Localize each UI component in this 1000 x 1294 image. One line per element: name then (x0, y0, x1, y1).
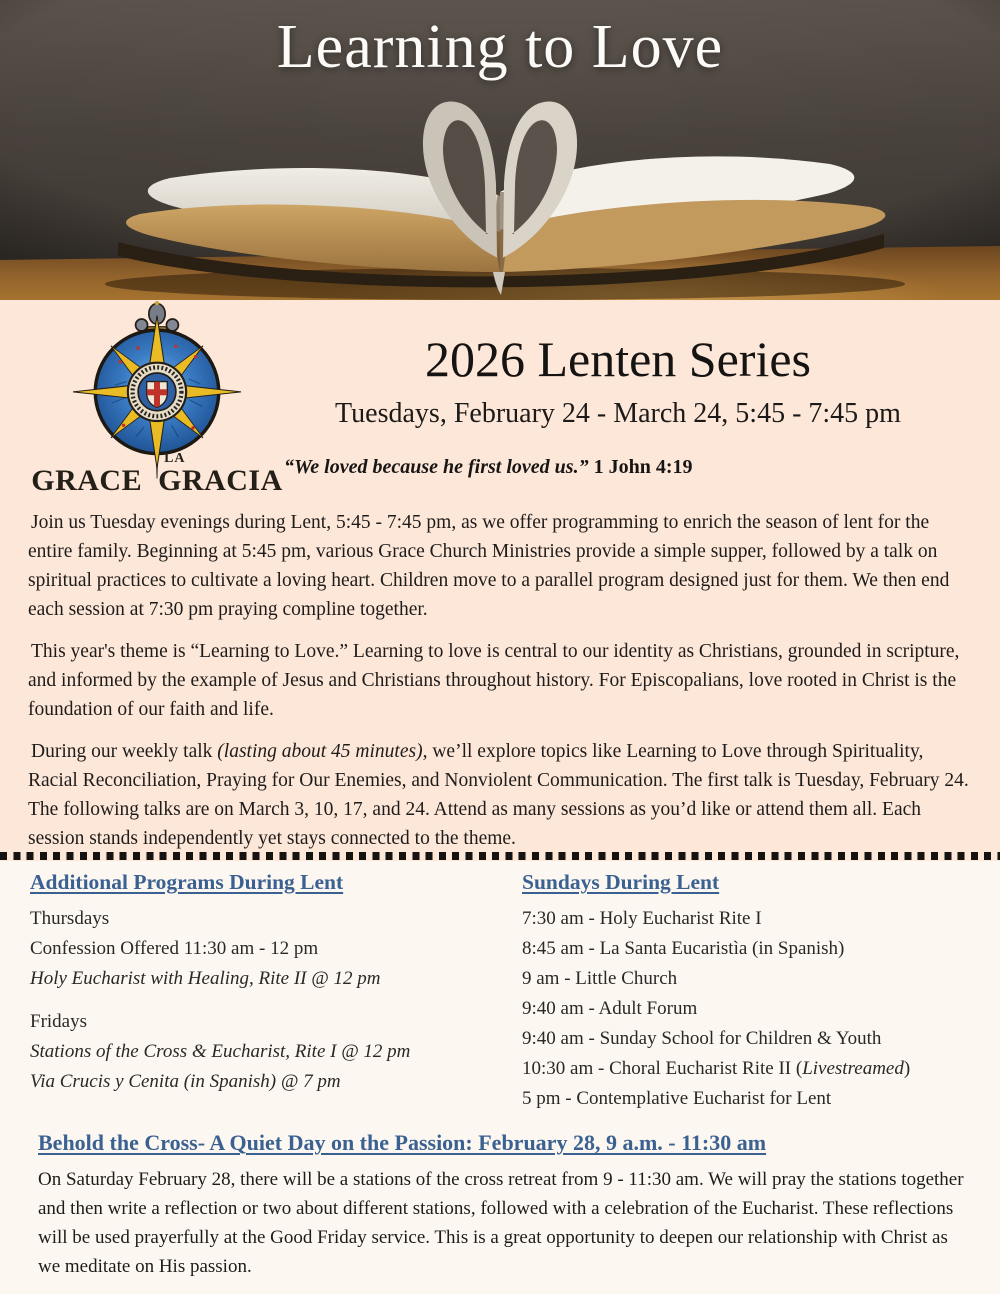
intro-paragraphs (28, 508, 972, 867)
series-section (0, 300, 1000, 861)
fridays-label: Fridays (30, 1011, 87, 1032)
quote-text: “We loved because he first loved us.” (284, 456, 589, 478)
fridays-stations: Stations of the Cross & Eucharist, Rite I @ 12 pm (30, 1041, 411, 1062)
sundays-heading: Sundays During Lent (522, 870, 720, 894)
compass-rose-logo-icon (67, 300, 247, 482)
sundays-column (522, 870, 970, 1114)
intro-paragraph-3: During our weekly talk (lasting about 45 minutes), we’ll explore topics like Learning to Love through Spirituality, Racial Reconciliation, Praying for Our Enemies, and Nonviolent Communication. The first talk is Tuesday, February 24. The following talks are on March 3, 10, 17, and 24. Attend as many sessions as you’d like or attend them all. Each session stands independently yet stays connected to the theme. (28, 741, 969, 850)
scripture-quote (272, 456, 964, 479)
series-header (272, 332, 964, 479)
intro-paragraph-2: This year's theme is “Learning to Love.” Learning to love is central to our identity as Christians, grounded in scripture, and informed by the example of Jesus and Christians throughout history. For Episcopalians, love rooted in Christ is the foundation of our faith and life. (28, 641, 960, 721)
logo-wordmark (31, 451, 283, 497)
thursdays-eucharist: Holy Eucharist with Healing, Rite II @ 12 pm (30, 968, 381, 989)
behold-the-cross-section (0, 1130, 1000, 1281)
thursdays-group (30, 904, 522, 994)
sunday-service-item: 9 am - Little Church (522, 968, 678, 989)
church-logo (31, 300, 283, 510)
logo-wordmark-gracia: GRACIA (158, 464, 283, 497)
sunday-service-item: 7:30 am - Holy Eucharist Rite I (522, 908, 762, 929)
logo-wordmark-grace: GRACE (31, 464, 143, 497)
quote-reference: 1 John 4:19 (593, 456, 693, 478)
dotted-divider (0, 852, 1000, 860)
fridays-group (30, 1007, 522, 1097)
sunday-service-item: 9:40 am - Sunday School for Children & Youth (522, 1028, 882, 1049)
behold-heading: Behold the Cross- A Quiet Day on the Passion: February 28, 9 a.m. - 11:30 am (38, 1130, 767, 1155)
sunday-service-item: 8:45 am - La Santa Eucaristìa (in Spanish) (522, 938, 845, 959)
series-subtitle: Tuesdays, February 24 - March 24, 5:45 - 7:45 pm (335, 398, 901, 429)
programs-section (0, 861, 1000, 1294)
intro-paragraph-1: Join us Tuesday evenings during Lent, 5:45 - 7:45 pm, as we offer programming to enrich the season of lent for the entire family. Beginning at 5:45 pm, various Grace Church Ministries provide a simple supper, followed by a talk on spiritual practices to cultivate a loving heart. Children move to a parallel program designed just for them. We then end each session at 7:30 pm praying compline together. (28, 512, 950, 621)
logo-wordmark-la: LA (164, 451, 186, 466)
thursdays-label: Thursdays (30, 908, 110, 929)
additional-programs-heading: Additional Programs During Lent (30, 870, 344, 894)
fridays-via-crucis: Via Crucis y Cenita (in Spanish) @ 7 pm (30, 1071, 341, 1092)
additional-programs-column (30, 870, 522, 1114)
thursdays-confession: Confession Offered 11:30 am - 12 pm (30, 938, 319, 959)
photo-header (0, 0, 1000, 300)
sunday-service-item: 5 pm - Contemplative Eucharist for Lent (522, 1088, 832, 1109)
behold-body: On Saturday February 28, there will be a stations of the cross retreat from 9 - 11:30 am. We will pray the stations together and then write a reflection or two about different stations, followed with a celebration of the Eucharist. These reflections will be used prayerfully at the Good Friday service. This is a great opportunity to deepen our relationship with Christ as we meditate on His passion. (38, 1169, 964, 1277)
series-title: 2026 Lenten Series (424, 331, 811, 387)
sunday-service-item: 10:30 am - Choral Eucharist Rite II (Livestreamed) (522, 1058, 911, 1079)
page-title: Learning to Love (276, 13, 724, 81)
sunday-service-item: 9:40 am - Adult Forum (522, 998, 698, 1019)
